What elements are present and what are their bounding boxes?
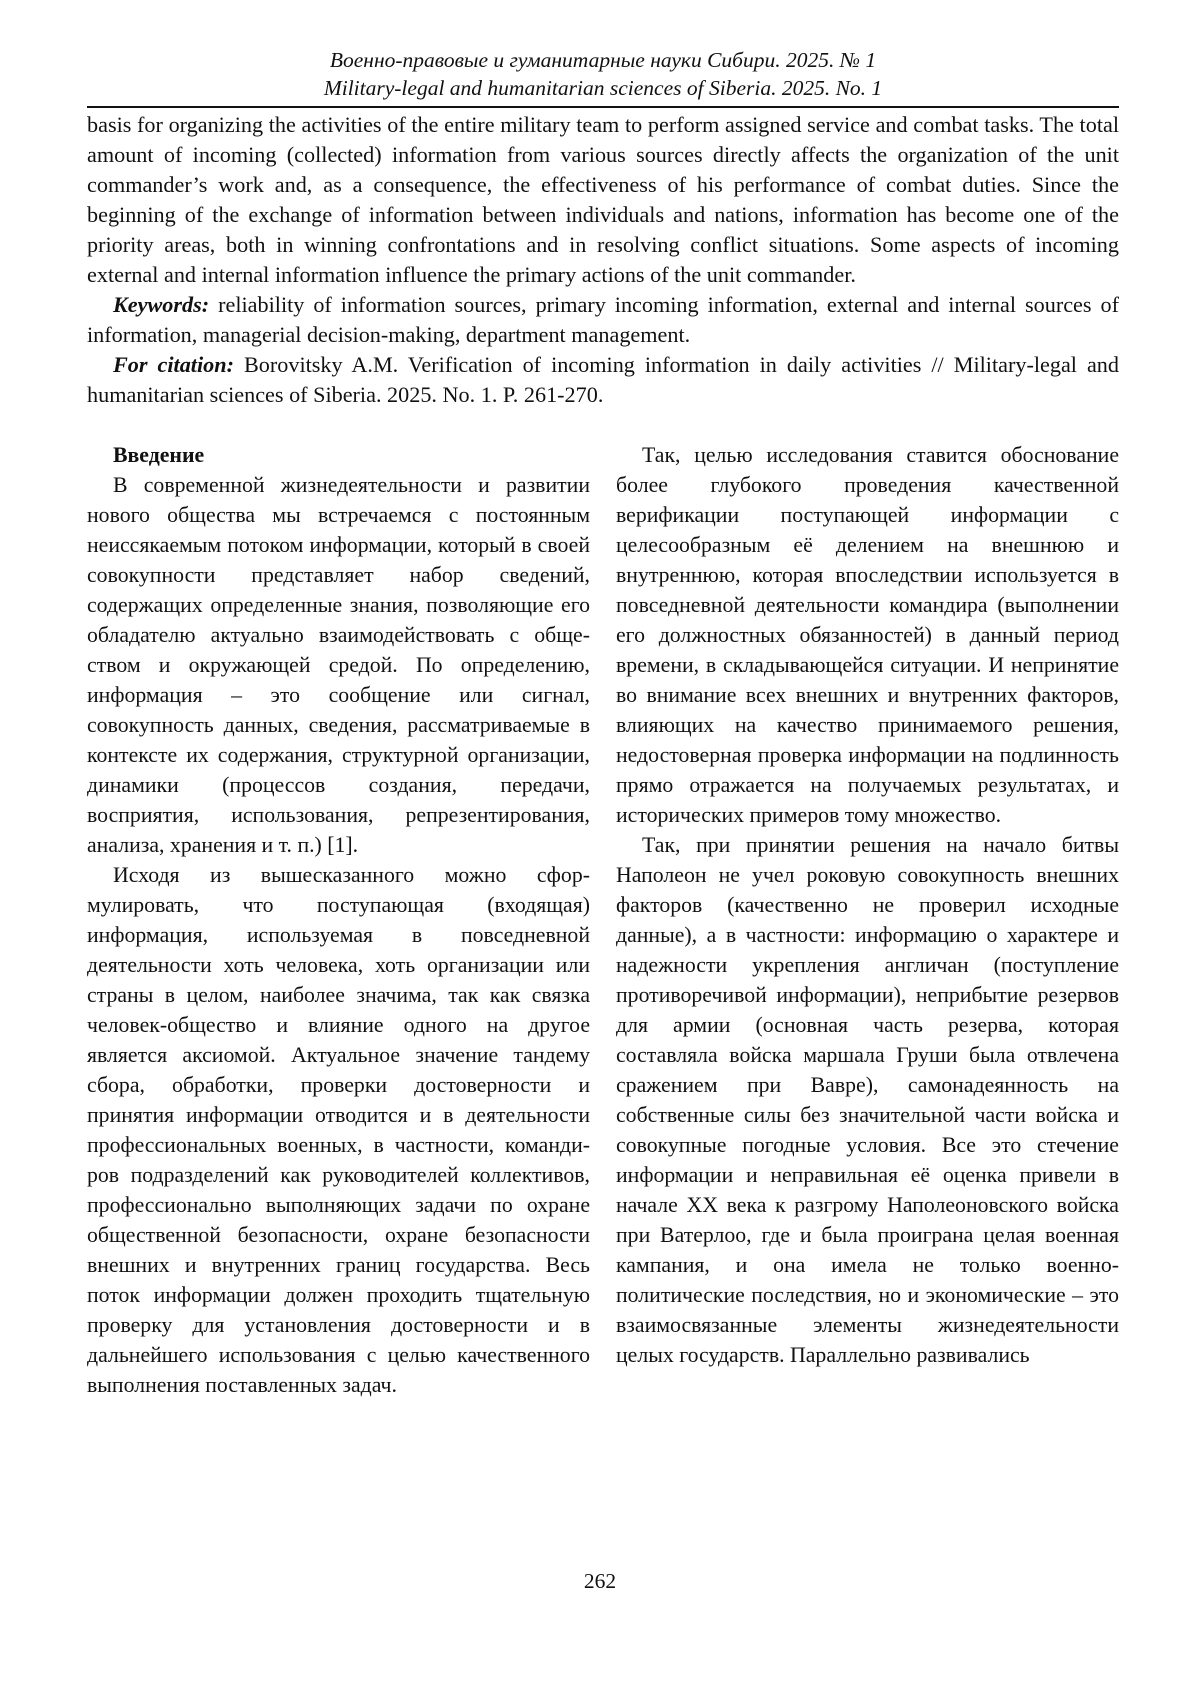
abstract-block: [87, 110, 1119, 410]
body-paragraph: Так, целью исследования ставится обоснование более глубокого проведения качественной верификации поступающей информации с целесообразным её делением на внешнюю и внутреннюю, которая впоследствии используется в повседневной деятельности командира (выполнении его должностных обязанностей) в данный период времени, в складывающейся ситуации. И непринятие во внимание всех внешних и внутренних факторов, влияющих на качество принимаемого решения, недостоверная проверка информации на подлинность прямо отражается на получаемых результатах, и исторических примеров тому множество.: [616, 443, 1119, 827]
citation-label: For citation:: [113, 352, 234, 377]
citation-text: Borovitsky A.M. Verification of incoming information in daily activities // Military-legal and humanitarian sciences of Siberia. 2025. No. 1. P. 261-270.: [87, 352, 1119, 407]
journal-title-ru: Военно-правовые и гуманитарные науки Сибири. 2025. № 1: [329, 48, 877, 72]
page-number: 262: [583, 1569, 617, 1593]
left-column: [87, 440, 590, 1400]
journal-title-en: Military-legal and humanitarian sciences of Siberia. 2025. No. 1: [323, 76, 883, 100]
running-header: [87, 46, 1119, 102]
article-page: [87, 46, 1119, 1400]
body-paragraph: Исходя из вышесказанного можно сформулировать, что поступающая (входящая) информация, используемая в повседневной деятельности хоть человека, хоть организации или страны в целом, наиболее значима, так как связка человек-общество и влияние одного на другое является аксиомой. Актуальное значение тандему сбора, обработки, проверки достоверности и принятия информации отводится и в деятельности профессиональных военных, в частности, командиров подразделений как руководителей коллективов, профессионально выполняющих задачи по охране общественной безопасности, охране безопасности внешних и внутренних границ государства. Весь поток информации должен проходить тщательную проверку для установления достоверности и в дальнейшего использования с целью качественного выполнения поставленных задач.: [87, 863, 590, 1397]
abstract-text: basis for organizing the activities of the entire military team to perform assigned service and combat tasks. The total amount of incoming (collected) information from various sources directly affects the organization of the unit commander’s work and, as a consequence, the effectiveness of his performance of combat duties. Since the beginning of the exchange of information between individuals and nations, information has become one of the priority areas, both in winning confrontations and in resolving conflict situations. Some aspects of incoming external and internal information influence the primary actions of the unit commander.: [87, 112, 1119, 287]
body-columns: [87, 440, 1119, 1400]
keywords-paragraph: [87, 290, 1119, 350]
right-column: [616, 440, 1119, 1400]
citation-paragraph: [87, 350, 1119, 410]
body-paragraph: Так, при принятии решения на начало битвы Наполеон не учел роковую совокупность внешних факторов (качественно не проверил исходные данные), а в частности: информацию о характере и надежности укрепления англичан (поступление противоречивой информации), неприбытие резервов для армии (основная часть резерва, которая составляла войска маршала Груши была отвлечена сражением при Вавре), самонадеянность на собственные силы без значительной части войска и совокупные погодные условия. Все это стечение информации и неправильная её оценка привели в начале XX века к разгрому Наполеоновского войска при Ватерлоо, где и была проиграна целая военная кампания, и она имела не только военно-политические последствия, но и экономические – это взаимосвязанные элементы жизнедеятельности целых государств. Параллельно развивались: [616, 833, 1119, 1367]
body-paragraph: В современной жизнедеятельности и развитии нового общества мы встречаемся с постоянным неиссякаемым потоком информации, который в своей совокупности представляет набор сведений, содержащих определенные знания, позволяющие его обладателю актуально взаимодействовать с обществом и окружающей средой. По определению, информация – это сообщение или сигнал, совокупность данных, сведения, рассматриваемые в контексте их содержания, структурной организации, динамики (процессов создания, передачи, восприятия, использования, репрезентирования, анализа, хранения и т. п.) [1].: [87, 473, 590, 857]
keywords-label: Keywords:: [113, 292, 210, 317]
header-divider: [87, 106, 1119, 108]
section-heading: Введение: [113, 443, 205, 467]
keywords-text: reliability of information sources, primary incoming information, external and internal sources of information, managerial decision-making, department management.: [87, 292, 1119, 347]
